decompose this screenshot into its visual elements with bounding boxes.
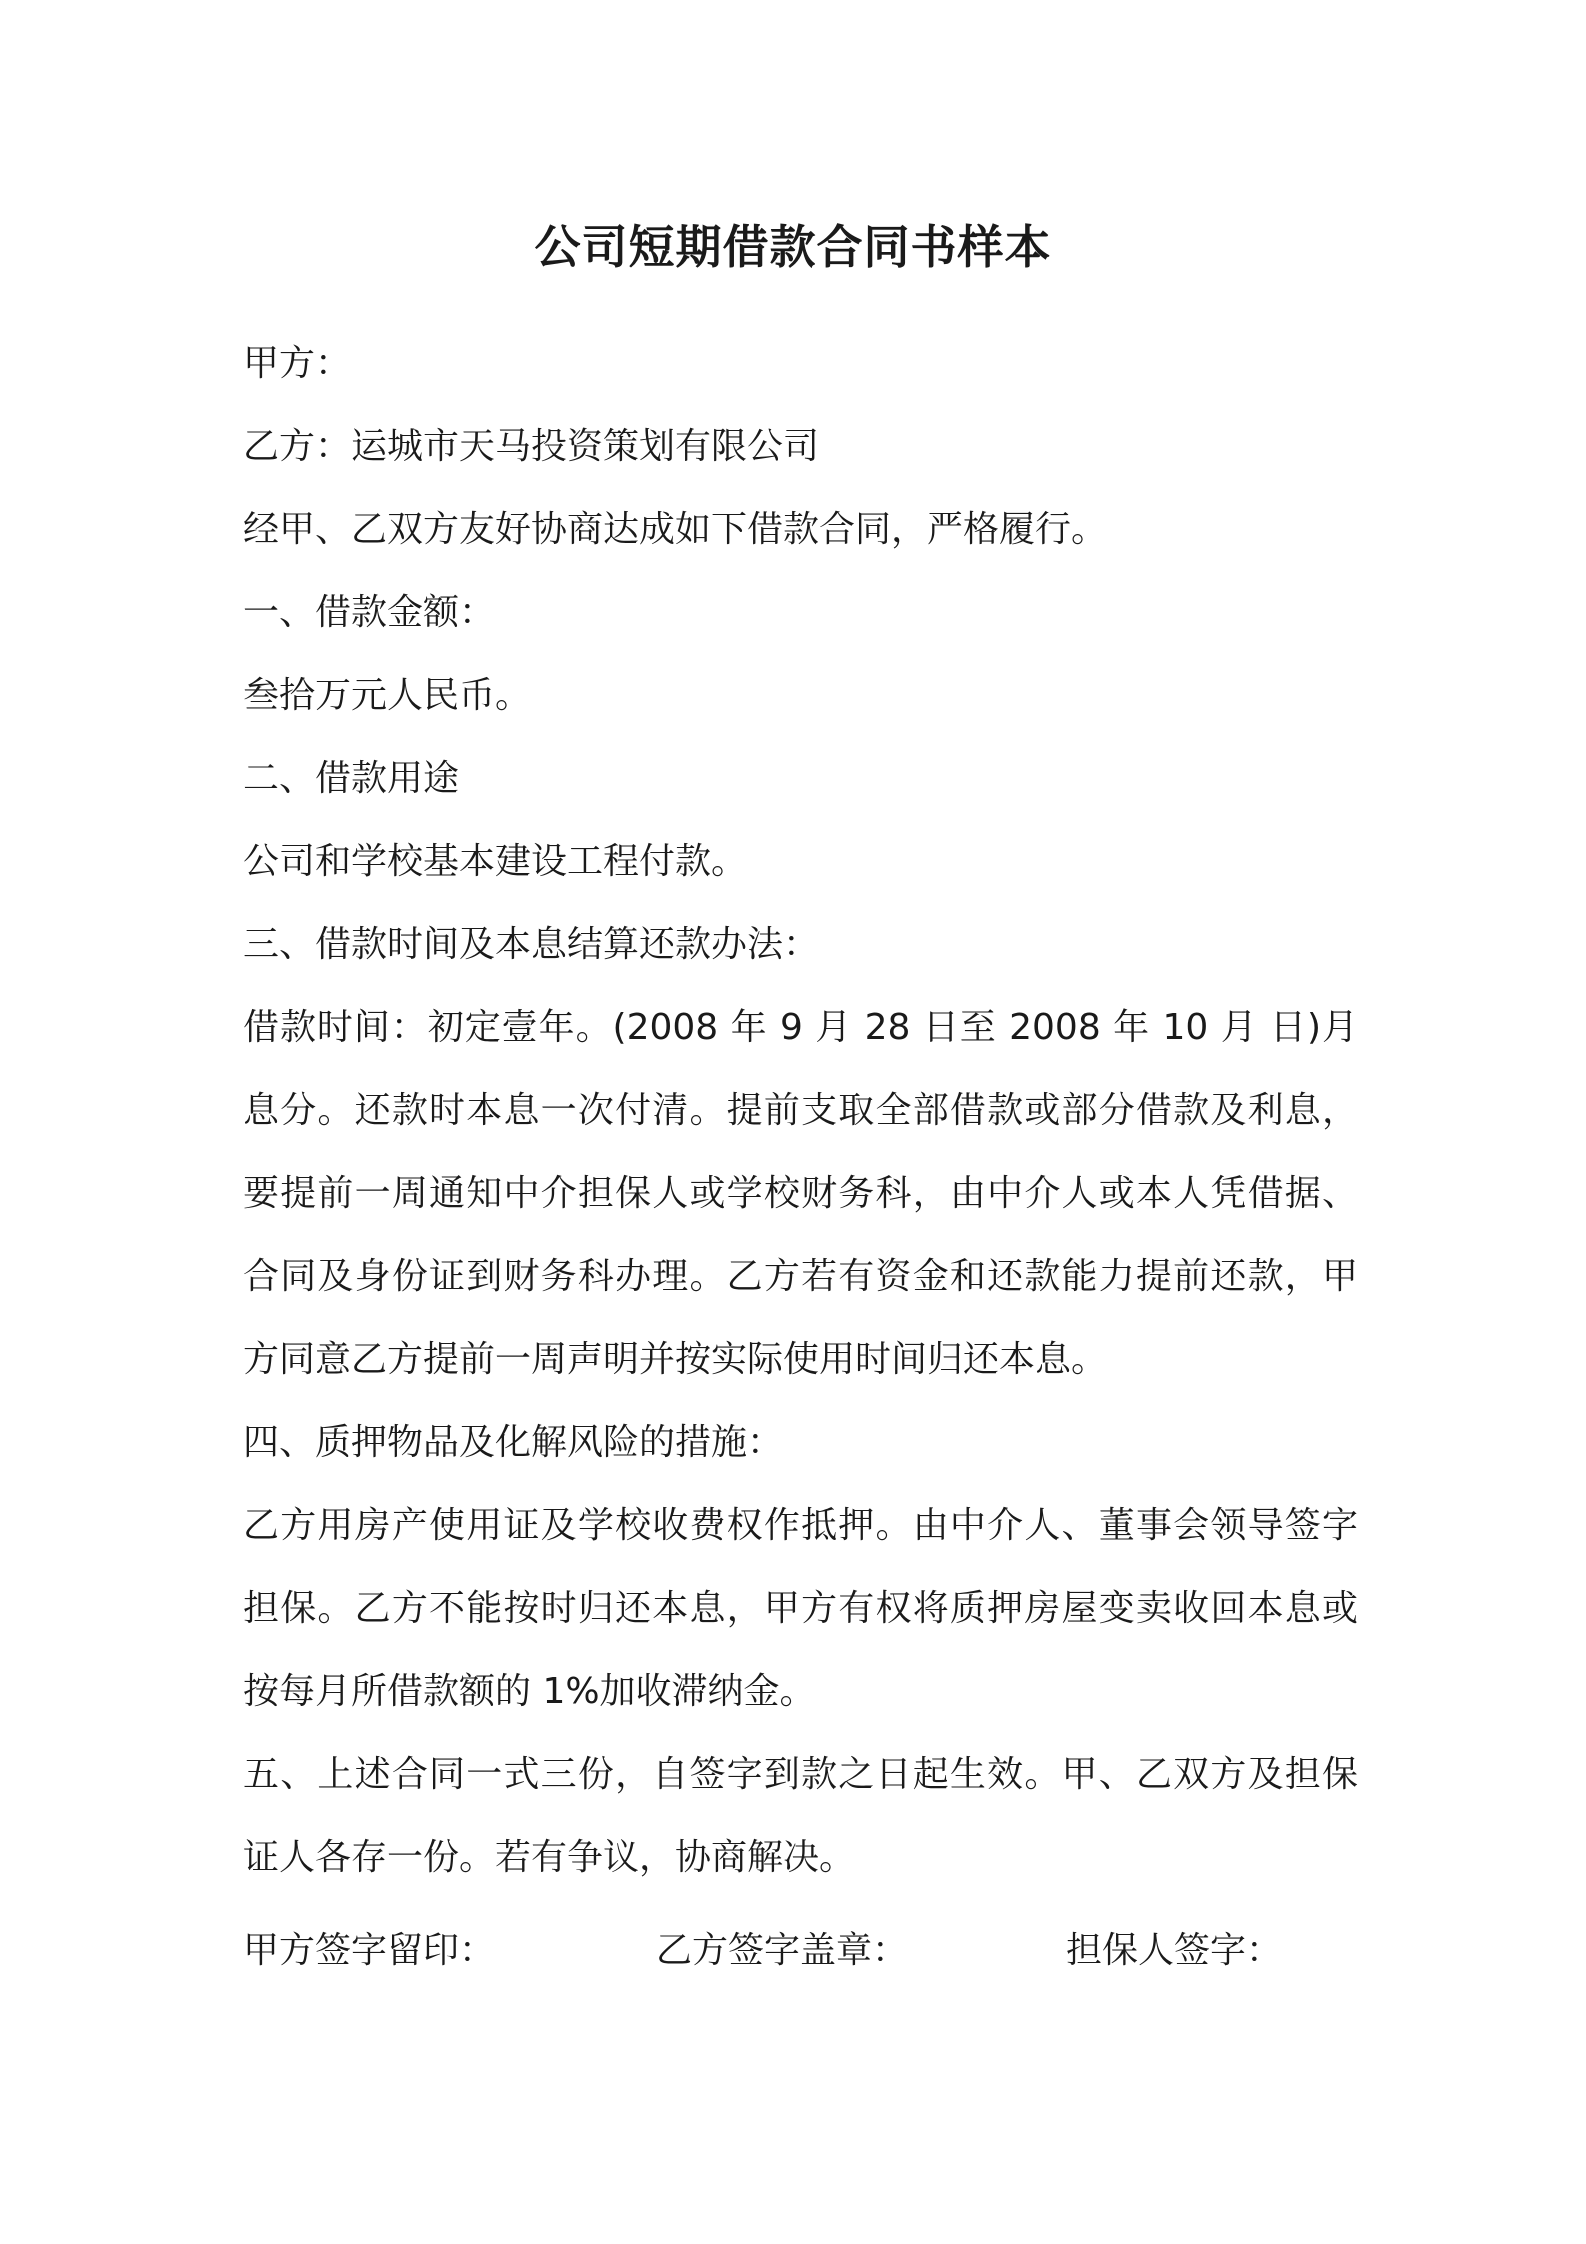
guarantor-signature-label: 担保人签字： <box>1066 1930 1283 1971</box>
section-1-body: 叁拾万元人民币。 <box>243 675 532 716</box>
party-b-signature-label: 乙方签字盖章： <box>656 1930 909 1971</box>
section-2-body: 公司和学校基本建设工程付款。 <box>243 841 748 882</box>
party-a-line: 甲方： <box>243 343 352 384</box>
section-4-heading: 四、质押物品及化解风险的措施： <box>243 1422 784 1463</box>
section-3-body: 借款时间：初定壹年。(2008 年 9 月 28 日至 2008 年 10 月 日)月息分。还款时本息一次付清。提前支取全部借款或部分借款及利息，要提前一周通知中介担保人或学校财务科，由中介人或本人凭借据、合同及身份证到财务科办理。乙方若有资金和还款能力提前还款，甲方同意乙方提前一周声明并按实际使用时间归还本息。 <box>243 1007 1358 1380</box>
intro-paragraph: 经甲、乙双方友好协商达成如下借款合同，严格履行。 <box>243 509 1108 550</box>
party-a-signature-label: 甲方签字留印： <box>243 1930 496 1971</box>
section-2-heading: 二、借款用途 <box>243 758 460 799</box>
section-5-paragraph: 五、上述合同一式三份，自签字到款之日起生效。甲、乙双方及担保证人各存一份。若有争议，协商解决。 <box>243 1754 1358 1878</box>
document-title: 公司短期借款合同书样本 <box>534 220 1052 274</box>
section-3-heading: 三、借款时间及本息结算还款办法： <box>243 924 820 965</box>
party-b-line: 乙方：运城市天马投资策划有限公司 <box>243 426 820 467</box>
contract-body <box>243 322 1358 1899</box>
signature-row <box>243 1909 1358 1992</box>
section-4-body: 乙方用房产使用证及学校收费权作抵押。由中介人、董事会领导签字担保。乙方不能按时归还本息，甲方有权将质押房屋变卖收回本息或按每月所借款额的 1%加收滞纳金。 <box>243 1505 1358 1712</box>
section-1-heading: 一、借款金额： <box>243 592 496 633</box>
